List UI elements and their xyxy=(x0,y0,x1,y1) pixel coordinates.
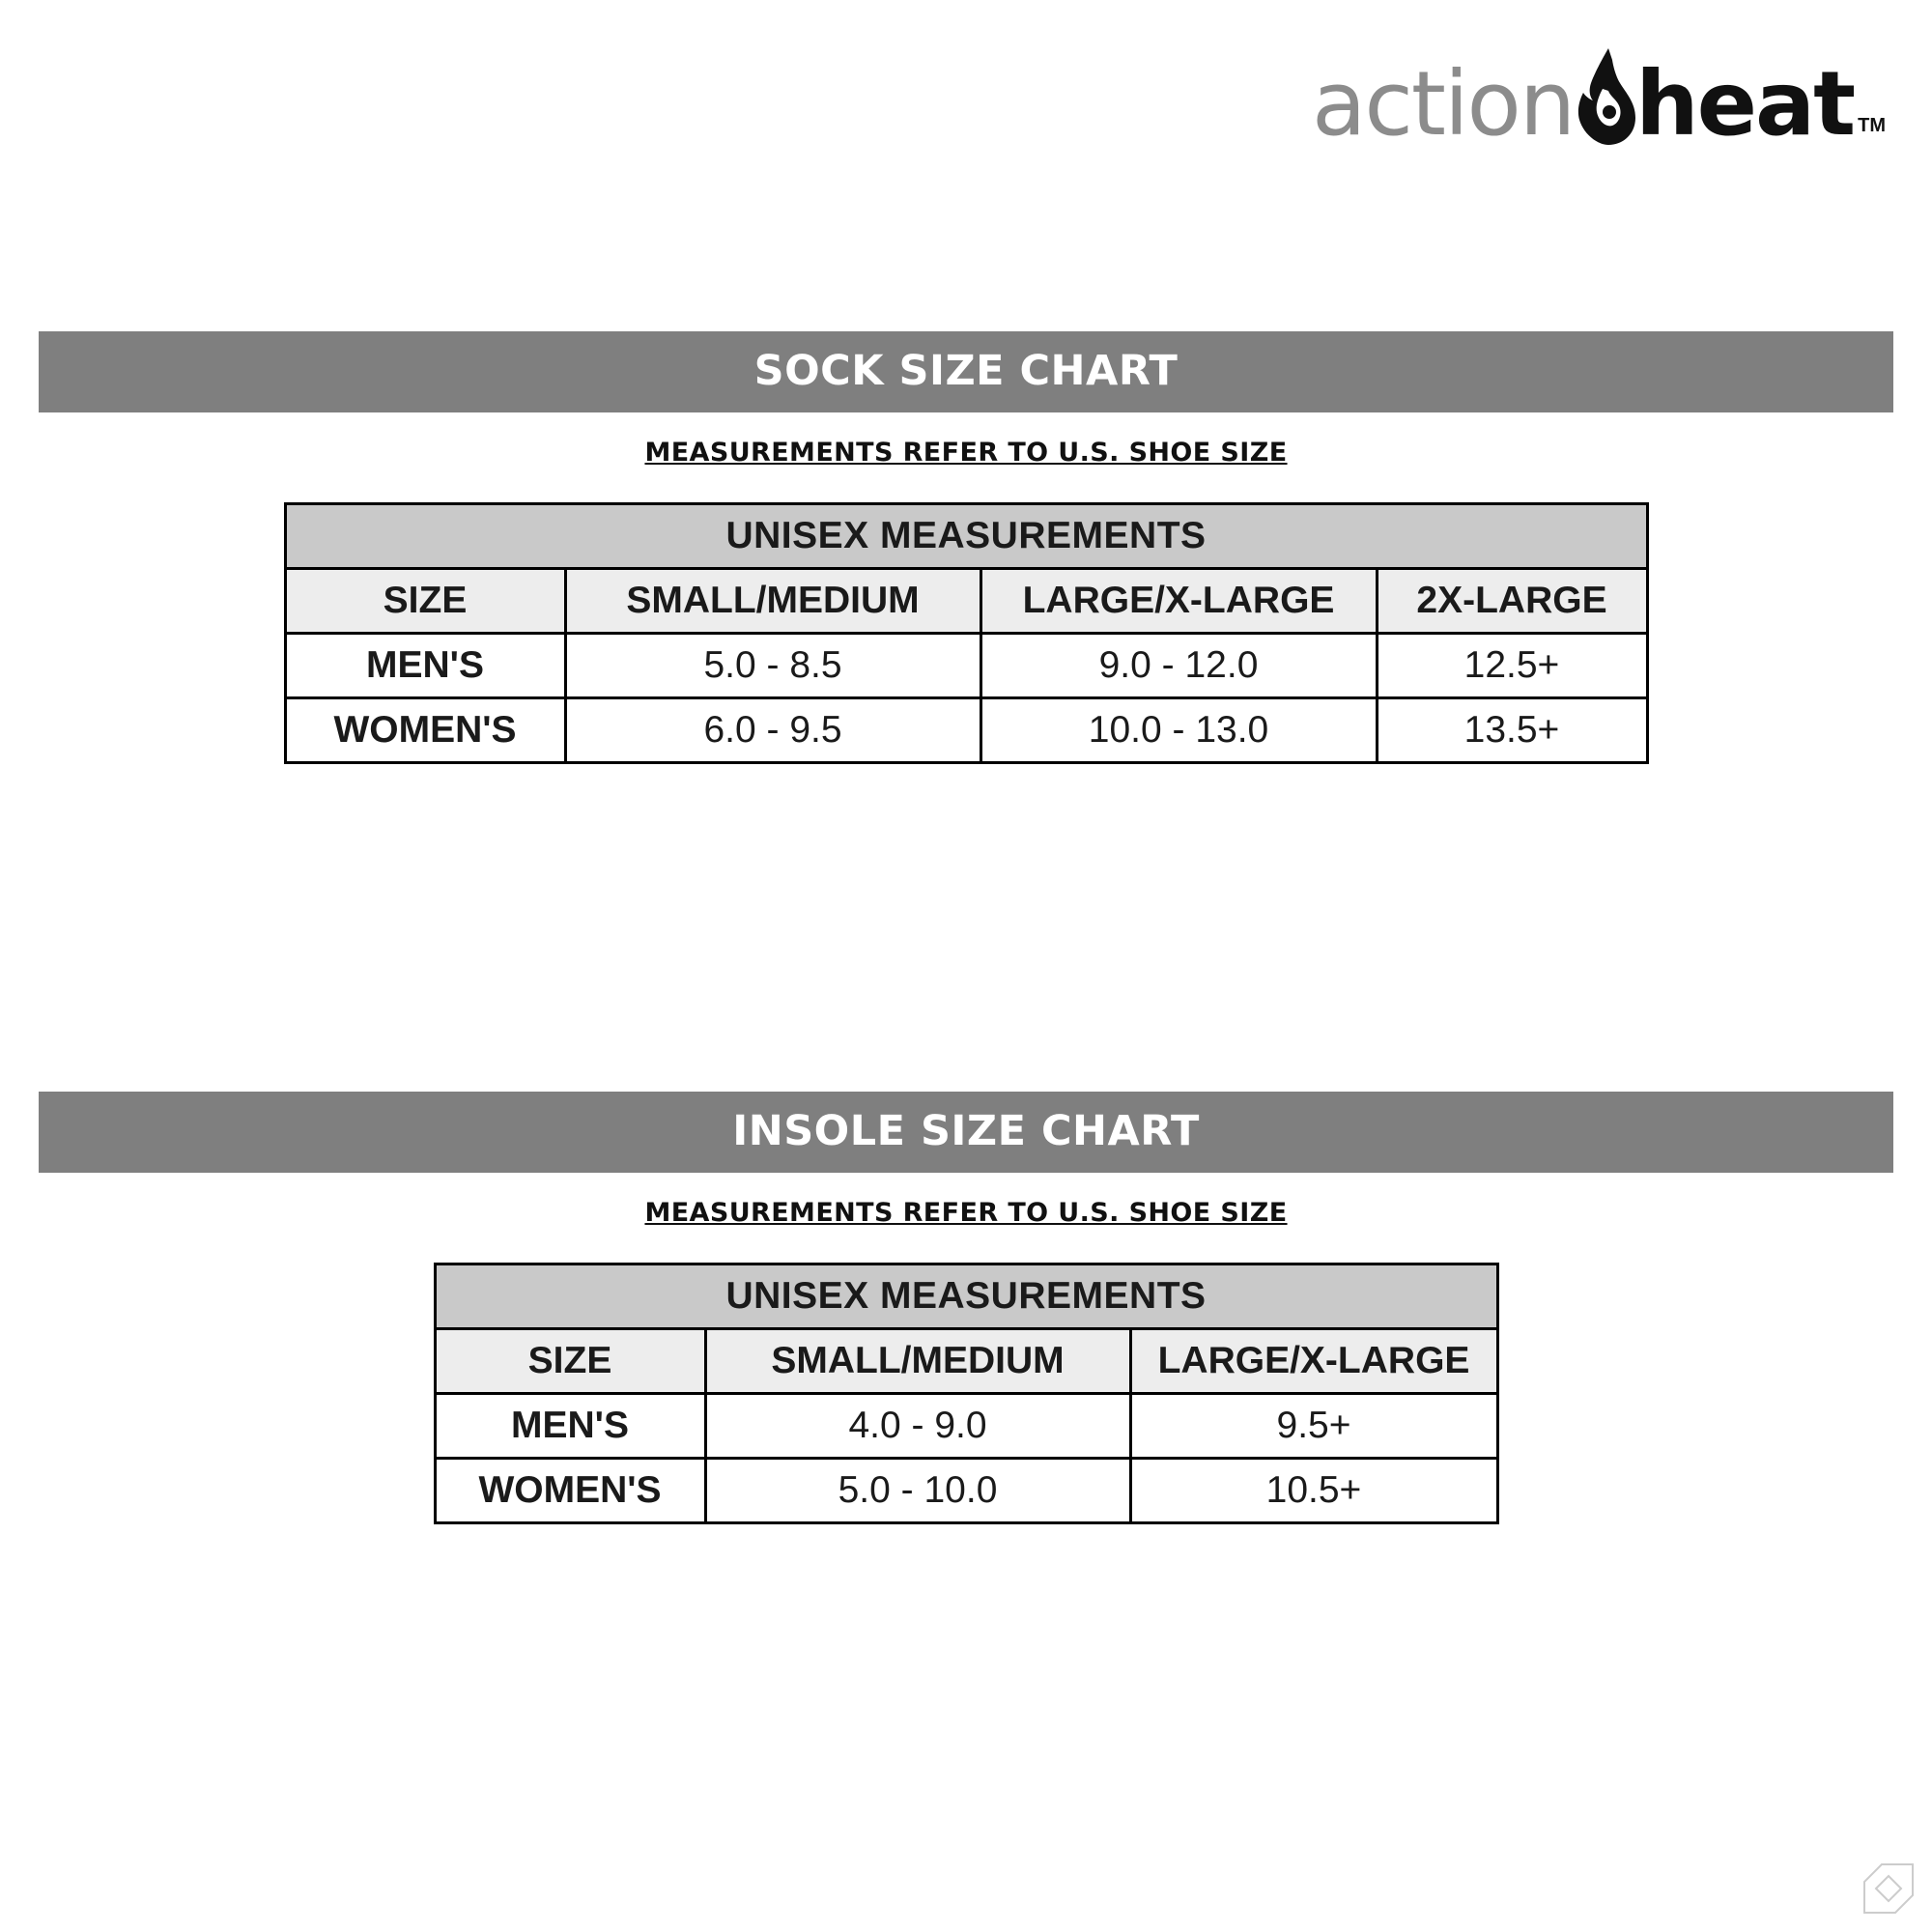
sock-col-header-size: SIZE xyxy=(285,569,565,634)
table-row xyxy=(285,569,1647,634)
sock-table-main-header: UNISEX MEASUREMENTS xyxy=(285,504,1647,569)
insole-row-label-mens: MEN'S xyxy=(435,1394,705,1459)
insole-subtitle: MEASUREMENTS REFER TO U.S. SHOE SIZE xyxy=(644,1198,1288,1228)
sock-table-wrap xyxy=(0,502,1932,764)
sock-row-label-womens: WOMEN'S xyxy=(285,698,565,763)
table-row xyxy=(435,1394,1497,1459)
insole-womens-small-medium: 5.0 - 10.0 xyxy=(705,1459,1130,1523)
insole-womens-large-xlarge: 10.5+ xyxy=(1130,1459,1497,1523)
sock-mens-large-xlarge: 9.0 - 12.0 xyxy=(980,634,1377,698)
insole-row-label-womens: WOMEN'S xyxy=(435,1459,705,1523)
insole-table-wrap xyxy=(0,1263,1932,1524)
sock-size-table xyxy=(284,502,1649,764)
flame-icon xyxy=(1570,46,1639,147)
insole-col-header-large-xlarge: LARGE/X-LARGE xyxy=(1130,1329,1497,1394)
diamond-watermark-icon xyxy=(1862,1862,1915,1915)
table-row xyxy=(285,698,1647,763)
insole-col-header-size: SIZE xyxy=(435,1329,705,1394)
sock-womens-large-xlarge: 10.0 - 13.0 xyxy=(980,698,1377,763)
brand-name-right: heat xyxy=(1635,52,1855,156)
table-row xyxy=(435,1329,1497,1394)
sock-mens-2xlarge: 12.5+ xyxy=(1377,634,1647,698)
insole-mens-large-xlarge: 9.5+ xyxy=(1130,1394,1497,1459)
sock-col-header-large-xlarge: LARGE/X-LARGE xyxy=(980,569,1377,634)
insole-size-table xyxy=(434,1263,1499,1524)
sock-banner-title: SOCK SIZE CHART xyxy=(39,331,1893,412)
sock-subtitle: MEASUREMENTS REFER TO U.S. SHOE SIZE xyxy=(644,438,1288,468)
table-row xyxy=(285,634,1647,698)
section-sock-size-chart xyxy=(0,331,1932,764)
sock-col-header-2xlarge: 2X-LARGE xyxy=(1377,569,1647,634)
sock-row-label-mens: MEN'S xyxy=(285,634,565,698)
section-insole-size-chart xyxy=(0,1092,1932,1524)
table-row xyxy=(435,1264,1497,1329)
sock-womens-2xlarge: 13.5+ xyxy=(1377,698,1647,763)
trademark-mark: TM xyxy=(1858,115,1886,136)
insole-table-main-header: UNISEX MEASUREMENTS xyxy=(435,1264,1497,1329)
sock-col-header-small-medium: SMALL/MEDIUM xyxy=(565,569,980,634)
brand-name-left: action xyxy=(1311,52,1575,156)
sock-womens-small-medium: 6.0 - 9.5 xyxy=(565,698,980,763)
insole-mens-small-medium: 4.0 - 9.0 xyxy=(705,1394,1130,1459)
insole-col-header-small-medium: SMALL/MEDIUM xyxy=(705,1329,1130,1394)
insole-banner-title: INSOLE SIZE CHART xyxy=(39,1092,1893,1173)
table-row xyxy=(435,1459,1497,1523)
sock-mens-small-medium: 5.0 - 8.5 xyxy=(565,634,980,698)
table-row xyxy=(285,504,1647,569)
brand-logo xyxy=(1311,23,1886,156)
